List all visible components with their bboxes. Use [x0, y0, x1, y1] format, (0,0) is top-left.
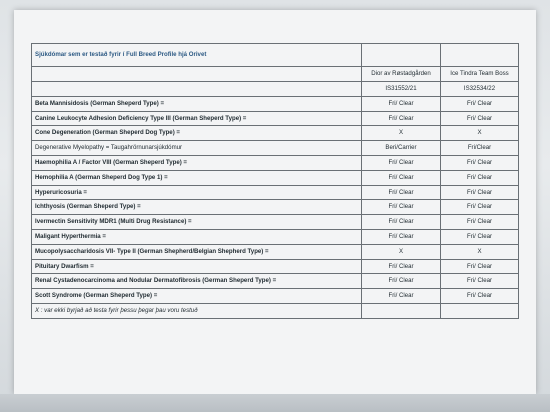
table-row: [32, 170, 519, 185]
table-row: [32, 200, 519, 215]
test-result-dog-1: Fri/ Clear: [362, 274, 441, 289]
test-result-dog-1: Fri/ Clear: [362, 170, 441, 185]
table-row: [32, 229, 519, 244]
disease-results-table: [31, 43, 519, 319]
disease-name: Renal Cystadenocarcinoma and Nodular Dermatofibrosis (German Sheperd Type) =: [32, 274, 362, 289]
dog-name-2: Ice Tindra Team Boss: [441, 67, 519, 82]
test-result-dog-1: Fri/ Clear: [362, 259, 441, 274]
table-row: [32, 185, 519, 200]
table-row: [32, 126, 519, 141]
test-result-dog-2: Fri/ Clear: [441, 259, 519, 274]
table-row: [32, 111, 519, 126]
test-result-dog-2: Fri/ Clear: [441, 215, 519, 230]
test-result-dog-2: Fri/ Clear: [441, 185, 519, 200]
registration-number-2: IS32534/22: [441, 82, 519, 97]
test-result-dog-2: Fri/ Clear: [441, 170, 519, 185]
test-result-dog-1: Fri/ Clear: [362, 155, 441, 170]
test-result-dog-2: Fri/ Clear: [441, 274, 519, 289]
test-result-dog-2: Fri/ Clear: [441, 229, 519, 244]
test-result-dog-2: Fri/ Clear: [441, 96, 519, 111]
test-result-dog-2: X: [441, 244, 519, 259]
test-result-dog-1: Fri/ Clear: [362, 229, 441, 244]
test-result-dog-1: Fri/ Clear: [362, 215, 441, 230]
empty-label-cell: [32, 82, 362, 97]
test-result-dog-1: Fri/ Clear: [362, 200, 441, 215]
test-result-dog-1: X: [362, 244, 441, 259]
footnote-row: [32, 303, 519, 318]
disease-name: Hemophilia A (German Sheperd Dog Type 1) =: [32, 170, 362, 185]
empty-header-cell: [362, 44, 441, 67]
empty-label-cell: [32, 67, 362, 82]
dog-names-row: [32, 67, 519, 82]
table-row: [32, 274, 519, 289]
disease-name: Mucopolysaccharidosis VII- Type II (German Shepherd/Belgian Shepherd Type) =: [32, 244, 362, 259]
table-row: [32, 289, 519, 304]
registration-number-1: IS31552/21: [362, 82, 441, 97]
empty-footnote-cell: [362, 303, 441, 318]
document-title: Sjúkdómar sem er testað fyrir í Full Breed Profile hjá Orivet: [32, 44, 362, 67]
test-result-dog-1: X: [362, 126, 441, 141]
disease-name: Haemophilia A / Factor VIII (German Sheperd Type) =: [32, 155, 362, 170]
test-result-dog-2: Fri/ Clear: [441, 111, 519, 126]
test-result-dog-1: Fri/ Clear: [362, 289, 441, 304]
disease-name: Cone Degeneration (German Sheperd Dog Type) =: [32, 126, 362, 141]
disease-name: Ichthyosis (German Sheperd Type) =: [32, 200, 362, 215]
table-row: [32, 141, 519, 156]
title-row: [32, 44, 519, 67]
registration-row: [32, 82, 519, 97]
disease-name: Degenerative Myelopathy = Taugahrörnunarsjúkdómur: [32, 141, 362, 156]
disease-name: Scott Syndrome (German Sheperd Type) =: [32, 289, 362, 304]
table-row: [32, 259, 519, 274]
test-result-dog-1: Fri/ Clear: [362, 185, 441, 200]
table-row: [32, 96, 519, 111]
test-result-dog-1: Beri/Carrier: [362, 141, 441, 156]
dog-name-1: Dior av Røstadgården: [362, 67, 441, 82]
disease-name: Ivermectin Sensitivity MDR1 (Multi Drug Resistance) =: [32, 215, 362, 230]
empty-header-cell: [441, 44, 519, 67]
photo-bottom-edge: [0, 394, 550, 412]
disease-name: Canine Leukocyte Adhesion Deficiency Type III (German Sheperd Type) =: [32, 111, 362, 126]
test-result-dog-1: Fri/ Clear: [362, 96, 441, 111]
test-result-dog-2: X: [441, 126, 519, 141]
disease-name: Beta Mannisidosis (German Sheperd Type) =: [32, 96, 362, 111]
disease-name: Hyperuricosuria =: [32, 185, 362, 200]
test-result-dog-1: Fri/ Clear: [362, 111, 441, 126]
empty-footnote-cell: [441, 303, 519, 318]
footnote: X : var ekki byrjað að testa fyrir þessu þegar þau voru testuð: [32, 303, 362, 318]
test-result-dog-2: Fri/Clear: [441, 141, 519, 156]
test-result-dog-2: Fri/ Clear: [441, 155, 519, 170]
disease-name: Pituitary Dwarfism =: [32, 259, 362, 274]
table-row: [32, 155, 519, 170]
test-result-dog-2: Fri/ Clear: [441, 200, 519, 215]
disease-name: Maligant Hyperthermia =: [32, 229, 362, 244]
test-result-dog-2: Fri/ Clear: [441, 289, 519, 304]
table-row: [32, 244, 519, 259]
table-row: [32, 215, 519, 230]
